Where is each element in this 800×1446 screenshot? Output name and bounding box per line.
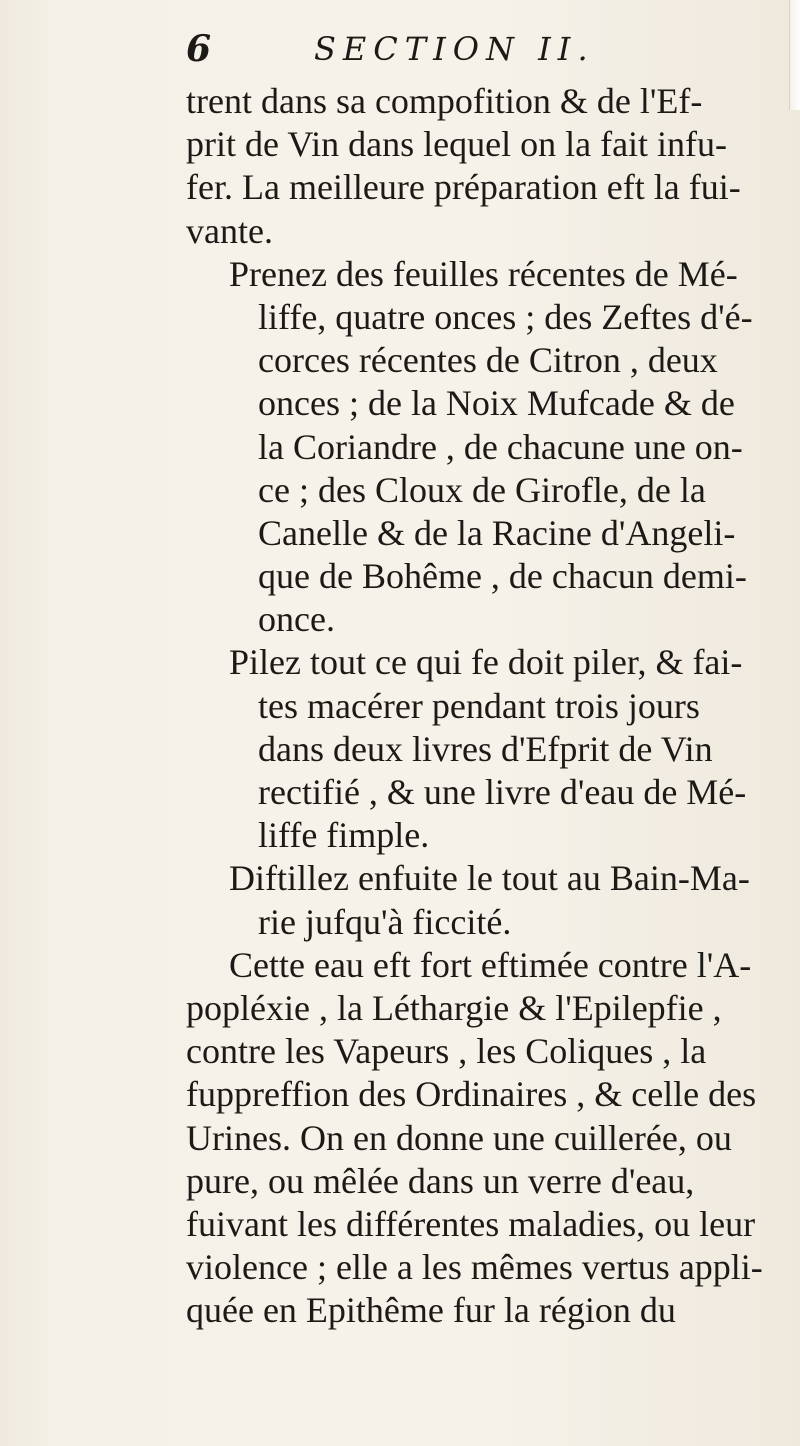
text-line: rectifié , & une livre d'eau de Mé-	[258, 772, 747, 812]
text-line: once.	[258, 599, 335, 640]
text-line: contre les Vapeurs , les Coliques , la	[186, 1031, 707, 1072]
text-line: tes macérer pendant trois jours	[258, 685, 700, 726]
text-line: que de Bohême , de chacun demi-	[258, 556, 747, 597]
text-line: liffe fimple.	[258, 815, 430, 856]
text-line: prit de Vin dans lequel on la fait infu-	[186, 124, 728, 165]
text-line: Canelle & de la Racine d'Angeli-	[258, 512, 736, 553]
text-line: quée en Epithême fur la région du	[186, 1290, 676, 1331]
text-line: pure, ou mêlée dans un verre d'eau,	[186, 1160, 695, 1201]
text-line: trent dans sa compofition & de l'Ef-	[186, 81, 703, 121]
text-line: Pilez tout ce qui fe doit piler, & fai-	[229, 642, 743, 683]
text-line: rie jufqu'à ficcité.	[258, 901, 512, 942]
text-line: fer. La meilleure préparation eft la fui-	[186, 167, 741, 208]
text-line: vante.	[186, 210, 273, 251]
body-text	[186, 80, 776, 1332]
page-edge	[789, 0, 800, 110]
text-line: liffe, quatre onces ; des Zeftes d'é-	[258, 296, 753, 337]
text-line: ce ; des Cloux de Girofle, de la	[258, 469, 706, 510]
text-line: la Coriandre , de chacune une on-	[258, 426, 743, 467]
text-line: violence ; elle a les mêmes vertus appli-	[186, 1247, 763, 1288]
text-line: fuppreffion des Ordinaires , & celle des	[186, 1074, 757, 1115]
text-line: Urines. On en donne une cuillerée, ou	[186, 1117, 732, 1158]
text-line: Prenez des feuilles récentes de Mé-	[229, 253, 738, 294]
text-line: popléxie , la Léthargie & l'Epilepfie ,	[186, 987, 722, 1028]
text-line: Cette eau eft fort eftimée contre l'A-	[229, 944, 752, 985]
page-header	[186, 28, 746, 82]
text-line: dans deux livres d'Efprit de Vin	[258, 728, 713, 769]
text-line: corces récentes de Citron , deux	[258, 340, 718, 381]
text-line: onces ; de la Noix Mufcade & de	[258, 383, 735, 424]
page-number: 6	[186, 28, 212, 70]
text-line: fuivant les différentes maladies, ou leur	[186, 1203, 756, 1244]
text-line: Diftillez enfuite le tout au Bain-Ma-	[229, 858, 750, 899]
running-head: SECTION II.	[314, 30, 595, 68]
